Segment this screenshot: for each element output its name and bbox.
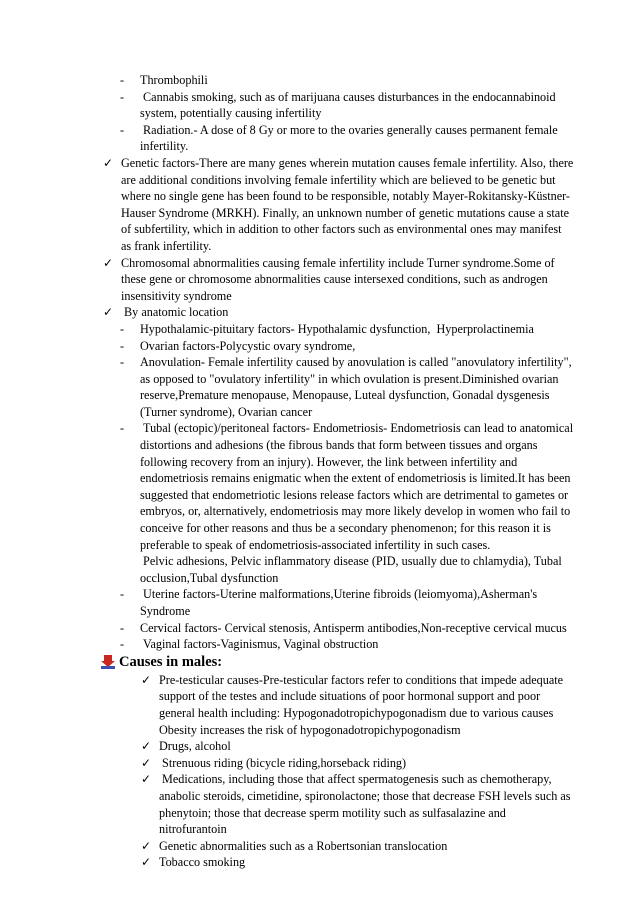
checkmark-icon: ✓ xyxy=(141,755,152,770)
text-line: Thrombophili xyxy=(140,73,208,87)
checklist-item xyxy=(0,672,638,738)
list-item xyxy=(0,354,638,420)
checkmark-icon: ✓ xyxy=(103,255,114,270)
dash-bullet: - xyxy=(120,122,125,137)
text-line: infertility. xyxy=(140,139,189,154)
checkmark-icon: ✓ xyxy=(141,739,152,754)
dash-bullet: - xyxy=(120,637,125,652)
dash-bullet: - xyxy=(120,620,125,635)
text-line: insensitivity syndrome xyxy=(121,288,232,303)
list-item xyxy=(0,420,638,586)
text-line: where no single gene has been found to be responsible, notably Mayer-Rokitansky-Küstner- xyxy=(121,189,570,204)
checklist-item xyxy=(0,755,638,772)
checkmark-icon: ✓ xyxy=(141,855,152,870)
checklist-item xyxy=(0,738,638,755)
checkmark-icon: ✓ xyxy=(141,772,152,787)
text-line: these gene or chromosome abnormalities cause intersexed conditions, such as androgen xyxy=(121,272,548,287)
checkmark-icon: ✓ xyxy=(103,305,114,320)
dash-bullet: - xyxy=(120,89,125,104)
text-line: Medications, including those that affect spermatogenesis such as chemotherapy, xyxy=(159,772,552,787)
text-line: distortions and adhesions (the fibrous bands that form between tissues and organs xyxy=(140,438,538,453)
list-item xyxy=(0,620,638,637)
dash-bullet: - xyxy=(120,355,125,370)
dash-bullet: - xyxy=(120,587,125,602)
text-line: By anatomic location xyxy=(121,305,229,320)
text-line: Tubal (ectopic)/peritoneal factors- Endometriosis- Endometriosis can lead to anatomical xyxy=(140,421,574,436)
section-heading-males xyxy=(0,653,638,672)
text-line: are additional conditions involving female infertility which are believed to be genetic but xyxy=(121,172,556,187)
dash-bullet: - xyxy=(120,421,125,436)
list-item xyxy=(0,338,638,355)
checkmark-icon: ✓ xyxy=(103,155,114,170)
checklist-item xyxy=(0,838,638,855)
text-line: Drugs, alcohol xyxy=(159,739,231,754)
text-line: anabolic steroids, cimetidine, spironolactone; those that decrease FSH levels such as xyxy=(159,788,571,803)
text-line: Pelvic adhesions, Pelvic inflammatory disease (PID, usually due to chlamydia), Tubal xyxy=(140,554,562,569)
text-line: occlusion,Tubal dysfunction xyxy=(140,570,279,585)
dash-bullet: - xyxy=(120,321,125,336)
list-item xyxy=(0,122,638,155)
text-line: phenytoin; those that decrease sperm motility such as sulfasalazine and xyxy=(159,805,506,820)
text-line: Radiation.- A dose of 8 Gy or more to the ovaries generally causes permanent female xyxy=(140,122,558,137)
document-page xyxy=(0,72,638,871)
checklist-item xyxy=(0,771,638,837)
text-line: Ovarian factors-Polycystic ovary syndrome, xyxy=(140,338,356,353)
text-line: of subfertility, which in addition to other factors such as environmental ones may manifest xyxy=(121,222,562,237)
text-line: embryos, or, alternatively, endometriosis may more likely develop in women who fail to xyxy=(140,504,571,519)
text-line: reserve,Premature menopause, Menopause, Luteal dysfunction, Gonadal dysgenesis xyxy=(140,388,550,403)
text-line: Genetic factors-There are many genes wherein mutation causes female infertility. Also, there xyxy=(121,155,574,170)
text-line: Strenuous riding (bicycle riding,horseback riding) xyxy=(159,755,407,770)
text-line: Genetic abnormalities such as a Robertsonian translocation xyxy=(159,838,448,853)
text-line: Obesity increases the risk of hypogonadotropichypogonadism xyxy=(159,722,461,737)
text-line: conceive for other reasons and thus be a secondary phenomenon; for this reason it is xyxy=(140,521,551,536)
text-line: following recovery from an injury). However, the link between infertility and xyxy=(140,454,518,469)
text-line: Hypothalamic-pituitary factors- Hypothalamic dysfunction, Hyperprolactinemia xyxy=(140,321,534,336)
text-line: general health including: Hypogonadotropichypogonadism due to various causes xyxy=(159,705,554,720)
text-line: as opposed to "ovulatory infertility" in which ovulation is present.Diminished ovarian xyxy=(140,371,559,386)
checkmark-icon: ✓ xyxy=(141,838,152,853)
text-line: as frank infertility. xyxy=(121,238,212,253)
checkmark-icon: ✓ xyxy=(141,672,152,687)
heading-text: Causes in males: xyxy=(119,653,223,670)
checklist-item xyxy=(0,255,638,305)
arrow-bullet-icon xyxy=(101,655,115,669)
text-line: nitrofurantoin xyxy=(159,822,227,837)
text-line: preferable to speak of endometriosis-associated infertility in such cases. xyxy=(140,537,491,552)
text-line: (Turner syndrome), Ovarian cancer xyxy=(140,404,313,419)
text-line: endometriosis remains enigmatic when the extent of endometriosis is limited.It has been xyxy=(140,471,571,486)
text-line: Uterine factors-Uterine malformations,Uterine fibroids (leiomyoma),Asherman's xyxy=(140,587,538,602)
text-line: system, potentially causing infertility xyxy=(140,106,322,121)
text-line: suggested that endometriotic lesions release factors which are detrimental to gametes or xyxy=(140,487,569,502)
checklist-item xyxy=(0,155,638,255)
text-line: Tobacco smoking xyxy=(159,855,246,870)
text-line: Pre-testicular causes-Pre-testicular factors refer to conditions that impede adequate xyxy=(159,672,564,687)
text-line: Syndrome xyxy=(140,604,191,618)
list-item xyxy=(0,89,638,122)
text-line: support of the testes and include situations of poor hormonal support and poor xyxy=(159,689,541,704)
text-line: Hauser Syndrome (MRKH). Finally, an unknown number of genetic mutations cause a state xyxy=(121,205,570,220)
dash-bullet: - xyxy=(120,73,125,87)
list-item xyxy=(0,636,638,653)
list-item xyxy=(0,321,638,338)
list-item xyxy=(0,72,638,89)
text-line: Cervical factors- Cervical stenosis, Antisperm antibodies,Non-receptive cervical mucus xyxy=(140,620,567,635)
text-line: Anovulation- Female infertility caused by anovulation is called "anovulatory infertility", xyxy=(140,355,572,370)
checklist-item xyxy=(0,854,638,871)
text-line: Vaginal factors-Vaginismus, Vaginal obstruction xyxy=(140,637,379,652)
list-item xyxy=(0,586,638,619)
text-line: Chromosomal abnormalities causing female infertility include Turner syndrome.Some of xyxy=(121,255,555,270)
checklist-item xyxy=(0,304,638,321)
dash-bullet: - xyxy=(120,338,125,353)
text-line: Cannabis smoking, such as of marijuana causes disturbances in the endocannabinoid xyxy=(140,89,556,104)
